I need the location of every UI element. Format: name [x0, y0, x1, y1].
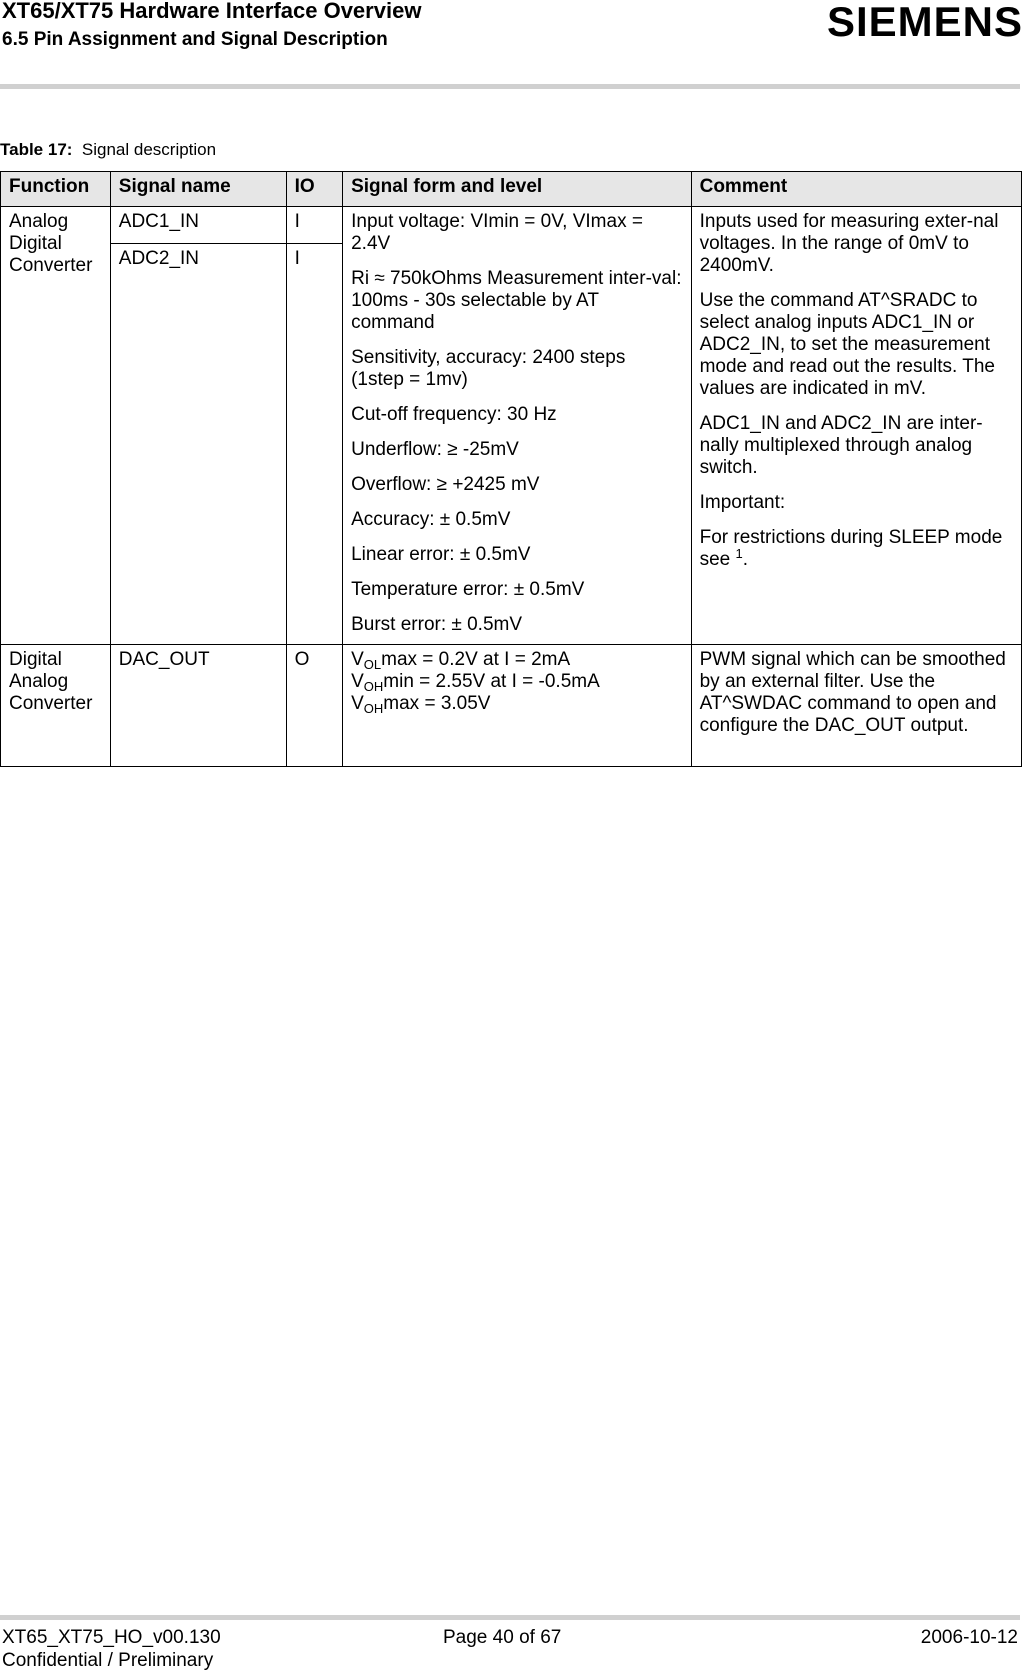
level-cutoff: Cut-off frequency: 30 Hz	[351, 404, 557, 425]
vohmax-text: max = 3.05V	[383, 693, 491, 714]
comment-important: Important:	[699, 492, 786, 513]
level-ri: Ri ≈ 750kOhms Measurement inter-val: 100ms - 30s selectable by AT command	[351, 268, 682, 333]
level-sensitivity: Sensitivity, accuracy: 2400 steps (1step = 1mv)	[351, 347, 626, 390]
comment-sleep-restriction	[700, 527, 1013, 571]
comment-multiplexed: ADC1_IN and ADC2_IN are inter-nally multiplexed through analog switch.	[699, 413, 983, 478]
table-caption-label: Table 17:	[0, 140, 73, 159]
vohmax-symbol: V	[351, 693, 364, 714]
header-divider	[0, 84, 1020, 89]
level-accuracy: Accuracy: ± 0.5mV	[351, 509, 511, 530]
comment-sleep-end: .	[742, 549, 749, 570]
cell-comment-adc	[691, 207, 1021, 645]
level-linear-error: Linear error: ± 0.5mV	[351, 544, 531, 565]
level-underflow: Underflow: ≥ -25mV	[351, 439, 519, 460]
vol-symbol: V	[351, 649, 364, 670]
siemens-logo: SIEMENS	[826, 0, 1023, 45]
level-overflow: Overflow: ≥ +2425 mV	[351, 474, 540, 495]
cell-signal-form-dac	[343, 645, 692, 767]
level-input-voltage: Input voltage: VImin = 0V, VImax = 2.4V	[351, 211, 643, 254]
footnote-ref[interactable]: 1	[735, 546, 743, 561]
level-burst-error: Burst error: ± 0.5mV	[351, 614, 523, 635]
footer-doc-id: XT65_XT75_HO_v00.130	[2, 1627, 221, 1648]
vohmin-symbol: V	[351, 671, 364, 692]
cell-io-adc1: I	[286, 207, 342, 244]
section-heading: 6.5 Pin Assignment and Signal Description	[2, 29, 388, 50]
level-temperature-error: Temperature error: ± 0.5mV	[351, 579, 585, 600]
column-header-io: IO	[286, 172, 342, 207]
footer-confidentiality: Confidential / Preliminary	[2, 1650, 214, 1671]
signal-description-table	[0, 171, 1022, 767]
cell-signal-dac: DAC_OUT	[110, 645, 286, 767]
vol-text: max = 0.2V at I = 2mA	[381, 649, 571, 670]
cell-signal-form-adc	[343, 207, 692, 645]
cell-function-adc: Analog Digital Converter	[1, 207, 111, 645]
footer-page-number: Page 40 of 67	[443, 1627, 562, 1648]
cell-function-dac: Digital Analog Converter	[1, 645, 111, 767]
footer-divider	[0, 1615, 1020, 1620]
column-header-signal-form: Signal form and level	[343, 172, 692, 207]
comment-inputs: Inputs used for measuring exter-nal voltages. In the range of 0mV to 2400mV.	[699, 211, 999, 276]
column-header-comment: Comment	[691, 172, 1021, 207]
table-caption-text: Signal description	[81, 140, 217, 159]
comment-sradc: Use the command AT^SRADC to select analog inputs ADC1_IN or ADC2_IN, to set the measurement mode and read out the results. The values are indicated in mV.	[699, 290, 995, 399]
cell-io-adc2: I	[286, 244, 342, 645]
cell-comment-dac: PWM signal which can be smoothed by an external filter. Use the AT^SWDAC command to open and configure the DAC_OUT output.	[691, 645, 1021, 767]
cell-io-dac: O	[286, 645, 342, 767]
cell-signal-adc1: ADC1_IN	[110, 207, 286, 244]
level-voh-max	[351, 693, 683, 715]
vohmax-subscript: OH	[363, 701, 384, 716]
vol-subscript: OL	[363, 657, 382, 672]
table-row-adc1	[1, 207, 1022, 244]
document-title: XT65/XT75 Hardware Interface Overview	[2, 0, 422, 23]
table-header-row	[1, 172, 1022, 207]
level-voh-min	[351, 671, 683, 693]
level-vol-max	[351, 649, 683, 671]
column-header-signal-name: Signal name	[110, 172, 286, 207]
footer-date: 2006-10-12	[920, 1627, 1018, 1648]
comment-sleep-text: For restrictions during SLEEP mode see	[699, 527, 1003, 570]
vohmin-subscript: OH	[363, 679, 384, 694]
column-header-function: Function	[1, 172, 111, 207]
vohmin-text: min = 2.55V at I = -0.5mA	[383, 671, 600, 692]
table-caption	[0, 140, 216, 160]
cell-signal-adc2: ADC2_IN	[110, 244, 286, 645]
table-row-dac	[1, 645, 1022, 767]
